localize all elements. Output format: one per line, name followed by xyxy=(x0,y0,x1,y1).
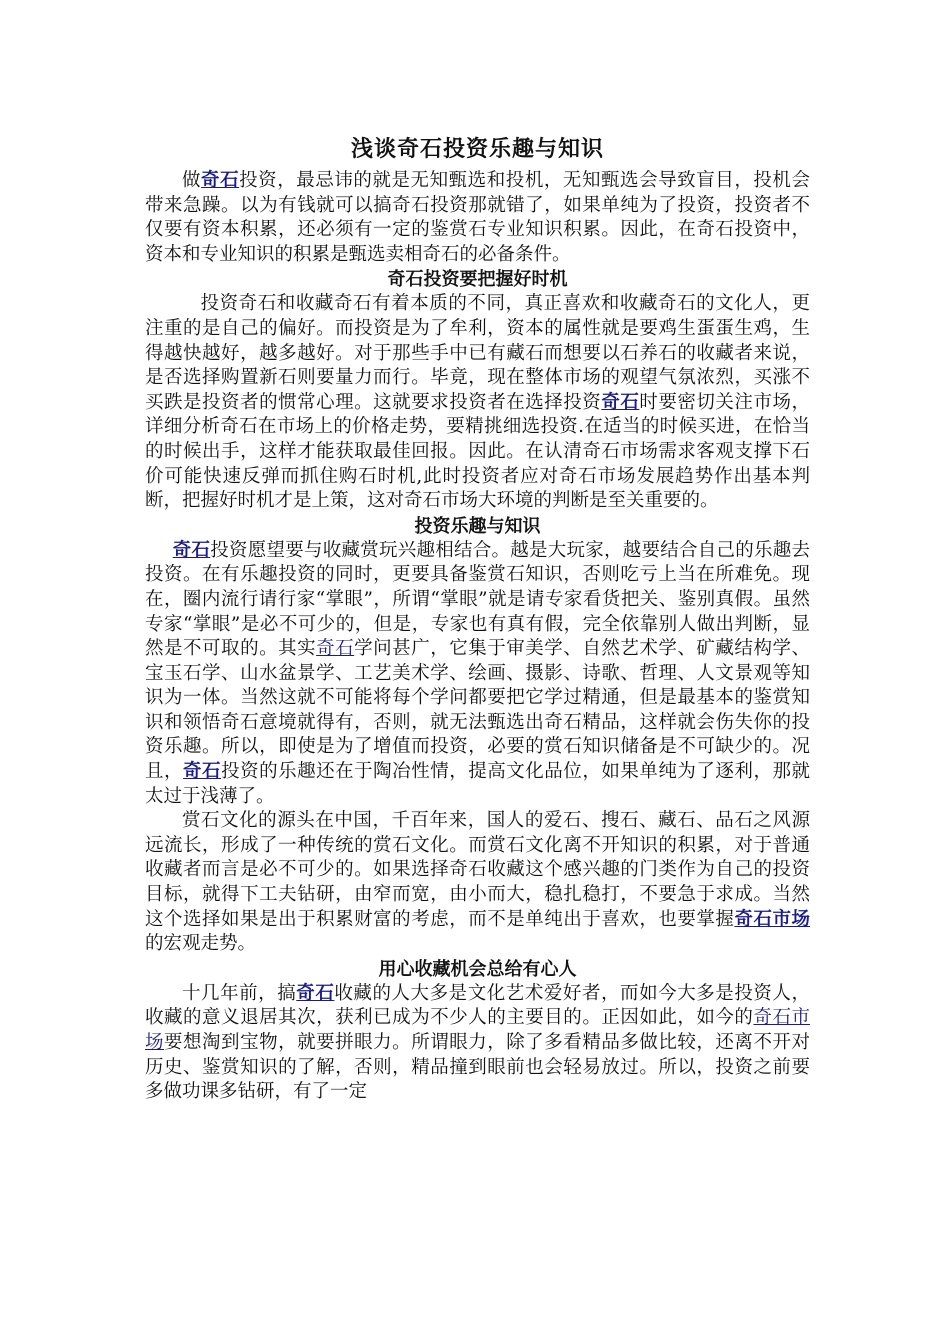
timing-text-post: 时要密切关注市场，详细分析奇石在市场上的价格走势，要精挑细选投资.在适当的时候买进，在恰当的时候出手，这样才能获取最佳回报。因此。在认清奇石市场需求客观支撑下石价可能快速反弹而抓住购石时机,此时投资者应对奇石市场发展趋势作出基本判断，把握好时机才是上策，这对奇石市场大环境的判断是至关重要的。 xyxy=(145,391,810,512)
intro-text-post: 投资，最忌讳的就是无知甄选和投机，无知甄选会导致盲目，投机会带来急躁。以为有钱就可以搞奇石投资那就错了，如果单纯为了投资，投资者不仅要有资本积累，还必须有一定的鉴赏石专业知识积累。因此，在奇石投资中，资本和专业知识的积累是甄选卖相奇石的必备条件。 xyxy=(145,170,810,265)
collecting-text-post: 要想淘到宝物，就要拼眼力。所谓眼力，除了多看精品多做比较，还离不开对历史、鉴赏知识的了解，否则，精品撞到眼前也会轻易放过。所以，投资之前要多做功课多钻研，有了一定 xyxy=(145,1032,810,1103)
keyword-link[interactable]: 奇石 xyxy=(601,391,640,413)
market-link[interactable]: 奇石市场 xyxy=(145,1007,810,1053)
intro-text-pre: 做 xyxy=(182,170,202,191)
collecting-paragraph xyxy=(145,982,810,1105)
intro-paragraph xyxy=(145,169,810,267)
keyword-link[interactable]: 奇石 xyxy=(201,170,240,191)
collecting-text-mid: 收藏的人大多是文化艺术爱好者，而如今大多是投资人，收藏的意义退居其次，获利已成为不少人的主要目的。正因如此，如今的 xyxy=(145,982,810,1029)
interest-text-3: 投资的乐趣还在于陶冶性情，提高文化品位，如果单纯为了逐利，那就太过于浅薄了。 xyxy=(145,761,810,807)
keyword-link[interactable]: 奇石 xyxy=(172,539,211,561)
interest-paragraph-2 xyxy=(145,809,810,957)
section-heading-collecting: 用心收藏机会总给有心人 xyxy=(378,958,577,980)
article xyxy=(145,133,810,1105)
interest-p2-post: 的宏观走势。 xyxy=(145,933,257,955)
keyword-link[interactable]: 奇石 xyxy=(183,761,222,783)
section-heading-interest: 投资乐趣与知识 xyxy=(414,515,541,537)
interest-p2-pre: 赏石文化的源头在中国，千百年来，国人的爱石、搜石、藏石、品石之风源远流长，形成了一种传统的赏石文化。而赏石文化离不开知识的积累，对于普通收藏者而言是必不可少的。如果选择奇石收藏这个感兴趣的门类作为自己的投资目标，就得下工夫钻研，由窄而宽，由小而大，稳扎稳打，不要急于求成。当然这个选择如果是出于积累财富的考虑，而不是单纯出于喜欢，也要掌握 xyxy=(145,810,810,930)
timing-paragraph xyxy=(145,292,810,513)
interest-paragraph-1 xyxy=(145,539,810,810)
keyword-link[interactable]: 奇石 xyxy=(296,982,335,1004)
timing-text-pre: 投资奇石和收藏奇石有着本质的不同，真正喜欢和收藏奇石的文化人，更注重的是自己的偏好。而投资是为了牟利，资本的属性就是要鸡生蛋蛋生鸡，生得越快越好，越多越好。对于那些手中已有藏石而想要以石养石的收藏者来说，是否选择购置新石则要量力而行。毕竟，现在整体市场的观望气氛浓烈，买涨不买跌是投资者的惯常心理。这就要求投资者在选择投资 xyxy=(145,293,810,413)
market-link[interactable]: 奇石市场 xyxy=(734,908,810,930)
interest-text-2: 学问甚广，它集于审美学、自然艺术学、矿藏结构学、宝玉石学、山水盆景学、工艺美术学、绘画、摄影、诗歌、哲理、人文景观等知识为一体。当然这就不可能将每个学问都要把它学过精通，但是最基本的鉴赏知识和领悟奇石意境就得有，否则，就无法甄选出奇石精品，这样就会伤失你的投资乐趣。所以，即使是为了增值而投资，必要的赏石知识储备是不可缺少的。况且， xyxy=(145,638,810,783)
collecting-text-pre: 十几年前，搞 xyxy=(182,982,297,1004)
article-title: 浅谈奇石投资乐趣与知识 xyxy=(350,136,604,162)
keyword-link[interactable]: 奇石 xyxy=(316,638,355,660)
section-heading-timing: 奇石投资要把握好时机 xyxy=(387,269,568,291)
interest-text-1: 投资愿望要与收藏赏玩兴趣相结合。越是大玩家，越要结合自己的乐趣去投资。在有乐趣投资的同时，更要具备鉴赏石知识，否则吃亏上当在所难免。现在，圈内流行请行家“掌眼”，所谓“掌眼”就是请专家看货把关、鉴别真假。虽然专家“掌眼”是必不可少的，但是，专家也有真有假，完全依靠别人做出判断，显然是不可取的。其实 xyxy=(145,539,810,660)
